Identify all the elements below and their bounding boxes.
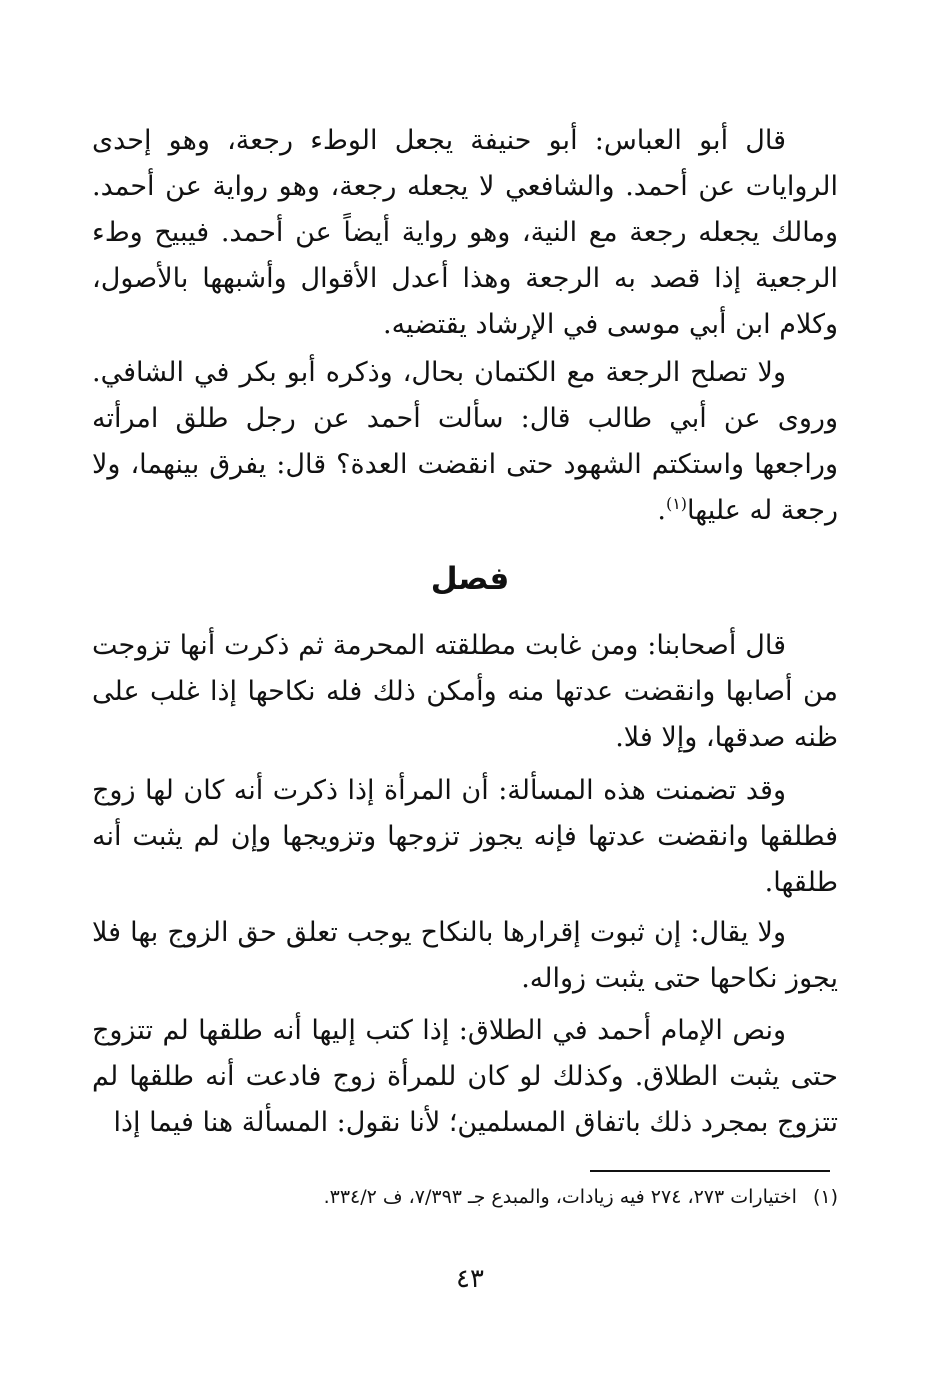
section-heading: فصل <box>430 561 510 597</box>
paragraph-end: . <box>657 495 666 526</box>
paragraph-text: قال أبو العباس: أبو حنيفة يجعل الوطء رجعة، وهو إحدى الروايات عن أحمد. والشافعي لا يجعله رجعة، وهو رواية عن أحمد. ومالك يجعله رجعة مع النية، وهو رواية أيضاً عن أحمد. فيبيح وطء الرجعية إذا قصد به الرجعة وهذا أعدل الأقوال وأشبهها بالأصول، وكلام ابن أبي موسى في الإرشاد يقتضيه. <box>92 125 838 340</box>
paragraph-text: ولا يقال: إن ثبوت إقرارها بالنكاح يوجب تعلق حق الزوج بها فلا يجوز نكاحها حتى يثبت زواله. <box>92 917 838 994</box>
paragraph-body: ولا تصلح الرجعة مع الكتمان بحال، وذكره أبو بكر في الشافي. وروى عن أبي طالب قال: سألت أحمد عن رجل طلق امرأته وراجعها واستكتم الشهود حتى انقضت العدة؟ قال: يفرق بينهما، ولا رجعة له عليها <box>92 357 838 526</box>
paragraph-issue-implication <box>92 768 838 906</box>
footnote-number: (١) <box>812 1186 838 1208</box>
paragraph-text: وقد تضمنت هذه المسألة: أن المرأة إذا ذكرت أنه كان لها زوج فطلقها وانقضت عدتها فإنه يجوز تزوجها وتزويجها وإن لم يثبت أنه طلقها. <box>92 775 838 898</box>
paragraph-text: ونص الإمام أحمد في الطلاق: إذا كتب إليها أنه طلقها لم تتزوج حتى يثبت الطلاق. وكذلك لو كان للمرأة زوج فادعت أنه طلقها لم تتزوج بمجرد ذلك باتفاق المسلمين؛ لأنا نقول: المسألة هنا فيما إذا <box>92 1015 838 1138</box>
paragraph-concealment <box>92 350 838 534</box>
paragraph-imam-ahmad-text <box>92 1008 838 1146</box>
footnote-divider <box>590 1170 830 1172</box>
paragraph-objection <box>92 910 838 1002</box>
paragraph-text <box>92 350 838 534</box>
footnote-text: اختيارات ٢٧٣، ٢٧٤ فيه زيادات، والمبدع جـ ٧/٣٩٣، ف ٣٣٤/٢. <box>323 1186 797 1208</box>
page-number: ٤٣ <box>456 1264 484 1294</box>
paragraph-text: قال أصحابنا: ومن غابت مطلقته المحرمة ثم ذكرت أنها تزوجت من أصابها وانقضت عدتها منه وأمكن ذلك فله نكاحها إذا غلب على ظنه صدقها، وإلا فلا. <box>92 630 838 753</box>
footnote-reference[interactable]: (١) <box>665 494 688 513</box>
footnote <box>92 1182 838 1212</box>
paragraph-absent-divorcee <box>92 623 838 761</box>
paragraph-abu-al-abbas <box>92 118 838 348</box>
